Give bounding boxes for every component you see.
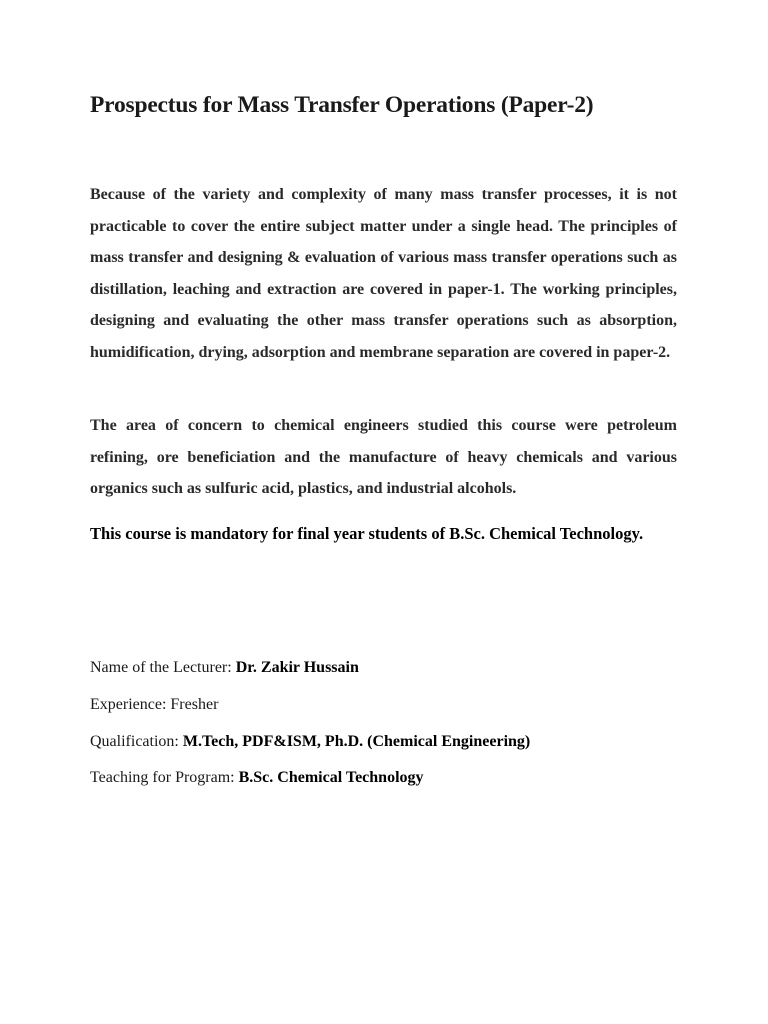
- qualification-value: M.Tech, PDF&ISM, Ph.D. (Chemical Engineering): [182, 733, 531, 750]
- mandatory-note: This course is mandatory for final year students of B.Sc. Chemical Technology.: [90, 524, 644, 543]
- qualification-line: [90, 733, 530, 751]
- experience-value: Fresher: [170, 696, 219, 713]
- lecturer-value: Dr. Zakir Hussain: [235, 659, 359, 676]
- concern-paragraph: The area of concern to chemical engineers studied this course were petroleum refining, ore beneficiation and the manufacture of heavy chemicals and various organics such as sulfuric acid, plastics, and industrial alcohols.: [90, 417, 677, 497]
- program-line: [90, 769, 424, 787]
- qualification-label: Qualification:: [90, 733, 179, 750]
- document-title: Prospectus for Mass Transfer Operations (Paper-2): [90, 92, 594, 118]
- lecturer-line: [90, 659, 359, 677]
- lecturer-label: Name of the Lecturer:: [90, 659, 232, 676]
- experience-line: [90, 696, 218, 714]
- program-label: Teaching for Program:: [90, 769, 235, 786]
- program-value: B.Sc. Chemical Technology: [238, 769, 424, 786]
- intro-paragraph: Because of the variety and complexity of many mass transfer processes, it is not practicable to cover the entire subject matter under a single head. The principles of mass transfer and designing & evaluation of various mass transfer operations such as distillation, leaching and extraction are covered in paper-1. The working principles, designing and evaluating the other mass transfer operations such as absorption, humidification, drying, adsorption and membrane separation are covered in paper-2.: [90, 186, 677, 361]
- experience-label: Experience:: [90, 696, 167, 713]
